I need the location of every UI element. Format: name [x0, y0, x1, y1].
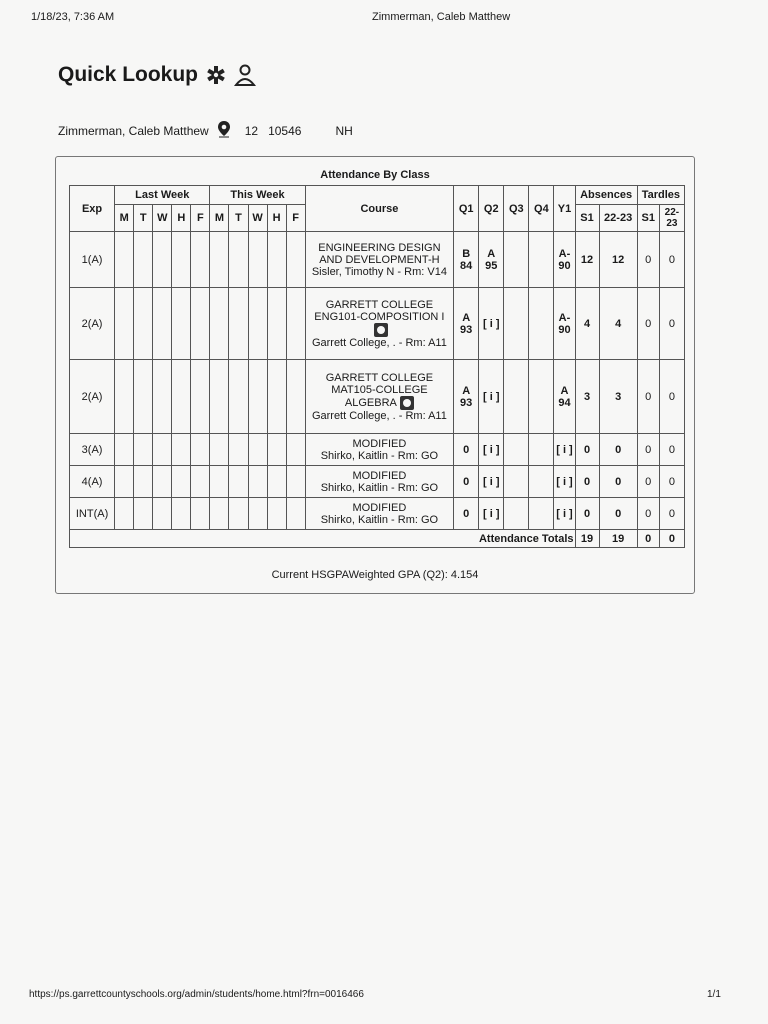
- absences-s1[interactable]: 3: [575, 360, 599, 434]
- course-name-link[interactable]: MODIFIED: [352, 469, 407, 482]
- col-q3: Q3: [504, 186, 529, 232]
- col-exp[interactable]: Exp: [70, 186, 115, 232]
- day-cell[interactable]: [210, 360, 229, 434]
- total-tar-year[interactable]: 0: [659, 530, 684, 548]
- grade-q3[interactable]: [504, 232, 529, 288]
- day-cell[interactable]: [229, 498, 248, 530]
- teacher-room: Shirko, Kaitlin - Rm: GO: [320, 449, 439, 462]
- day-cell[interactable]: [210, 498, 229, 530]
- day-cell[interactable]: [248, 498, 267, 530]
- tardies-year[interactable]: 0: [659, 360, 684, 434]
- day-cell[interactable]: [229, 466, 248, 498]
- section-info-icon[interactable]: [400, 396, 414, 410]
- day-cell[interactable]: [229, 232, 248, 288]
- course-name-link[interactable]: MODIFIED: [352, 437, 407, 450]
- grade-y1[interactable]: [ i ]: [554, 498, 575, 530]
- day-cell[interactable]: [115, 288, 134, 360]
- day-cell[interactable]: [134, 360, 153, 434]
- exp-cell: 1(A): [70, 232, 115, 288]
- exp-cell: 2(A): [70, 288, 115, 360]
- grade-q1[interactable]: A 93: [454, 288, 479, 360]
- day-cell[interactable]: [153, 288, 172, 360]
- absences-year[interactable]: 0: [599, 434, 637, 466]
- student-id: 10546: [268, 123, 302, 138]
- day-cell[interactable]: [191, 498, 210, 530]
- day-header: T: [134, 205, 153, 232]
- attendance-title: Attendance By Class: [320, 169, 430, 181]
- day-cell[interactable]: [172, 434, 191, 466]
- grade-q1[interactable]: 0: [454, 498, 479, 530]
- grade-q2[interactable]: [ i ]: [479, 288, 504, 360]
- grade-q1[interactable]: A 93: [454, 360, 479, 434]
- day-cell[interactable]: [115, 360, 134, 434]
- day-cell[interactable]: [172, 498, 191, 530]
- day-cell[interactable]: [248, 232, 267, 288]
- day-cell[interactable]: [210, 232, 229, 288]
- day-cell[interactable]: [191, 466, 210, 498]
- grade-y1[interactable]: A 94: [554, 360, 575, 434]
- student-info: [58, 120, 353, 141]
- grade-q4[interactable]: [529, 232, 554, 288]
- tardies-year[interactable]: 0: [659, 434, 684, 466]
- grade-q1[interactable]: 0: [454, 434, 479, 466]
- teacher-room: Garrett College, . - Rm: A11: [311, 336, 447, 349]
- grade-q1[interactable]: B 84: [454, 232, 479, 288]
- grade-q2[interactable]: [ i ]: [479, 434, 504, 466]
- col-y1: Y1: [554, 186, 575, 232]
- col-q2: Q2: [479, 186, 504, 232]
- day-cell[interactable]: [172, 288, 191, 360]
- day-cell[interactable]: [191, 434, 210, 466]
- day-cell[interactable]: [286, 232, 305, 288]
- exp-cell: 4(A): [70, 466, 115, 498]
- day-cell[interactable]: [153, 232, 172, 288]
- day-cell[interactable]: [286, 434, 305, 466]
- course-cell: [305, 360, 453, 434]
- col-last-week: Last Week: [115, 186, 210, 205]
- day-header: H: [267, 205, 286, 232]
- course-name-link[interactable]: GARRETT COLLEGE ENG101-COMPOSITION I: [314, 298, 445, 323]
- exp-cell: 3(A): [70, 434, 115, 466]
- day-header: F: [191, 205, 210, 232]
- day-cell[interactable]: [153, 498, 172, 530]
- grade-q2[interactable]: [ i ]: [479, 360, 504, 434]
- teacher-room: Shirko, Kaitlin - Rm: GO: [320, 513, 439, 526]
- day-cell[interactable]: [191, 232, 210, 288]
- day-cell[interactable]: [191, 288, 210, 360]
- medical-alert-icon[interactable]: [206, 65, 226, 85]
- teacher-room: Garrett College, . - Rm: A11: [311, 409, 447, 422]
- tardies-year[interactable]: 0: [659, 232, 684, 288]
- tardies-s1[interactable]: 0: [637, 288, 659, 360]
- day-cell[interactable]: [286, 466, 305, 498]
- page-header: [58, 63, 256, 87]
- grade-q3[interactable]: [504, 288, 529, 360]
- table-row: [70, 288, 685, 360]
- grade-q4[interactable]: [529, 360, 554, 434]
- tardies-year[interactable]: 0: [659, 498, 684, 530]
- day-cell[interactable]: [267, 360, 286, 434]
- grade-y1[interactable]: [ i ]: [554, 466, 575, 498]
- table-row: [70, 360, 685, 434]
- grade-q4[interactable]: [529, 434, 554, 466]
- total-abs-year[interactable]: 19: [599, 530, 637, 548]
- grade-q4[interactable]: [529, 498, 554, 530]
- day-cell[interactable]: [248, 434, 267, 466]
- footer-url: https://ps.garrettcountyschools.org/admin/students/home.html?frn=0016466: [29, 989, 364, 1000]
- course-name-link[interactable]: GARRETT COLLEGE MAT105-COLLEGE ALGEBRA: [325, 371, 434, 409]
- absences-year[interactable]: 4: [599, 288, 637, 360]
- teacher-room: Sisler, Timothy N - Rm: V14: [311, 265, 447, 278]
- table-row: [70, 498, 685, 530]
- day-cell[interactable]: [153, 466, 172, 498]
- totals-label: Attendance Totals: [70, 530, 576, 548]
- day-cell[interactable]: [134, 466, 153, 498]
- tardies-s1[interactable]: 0: [637, 360, 659, 434]
- student-grade: 12: [244, 123, 259, 138]
- absences-s1[interactable]: 4: [575, 288, 599, 360]
- grade-q2[interactable]: [ i ]: [479, 466, 504, 498]
- day-cell[interactable]: [172, 232, 191, 288]
- tardies-year[interactable]: 0: [659, 288, 684, 360]
- attendance-panel: [55, 156, 695, 594]
- day-cell[interactable]: [248, 288, 267, 360]
- day-cell[interactable]: [286, 360, 305, 434]
- day-cell[interactable]: [267, 434, 286, 466]
- day-cell[interactable]: [134, 288, 153, 360]
- exp-cell: INT(A): [70, 498, 115, 530]
- absences-s1[interactable]: 0: [575, 466, 599, 498]
- grade-y1[interactable]: A- 90: [554, 232, 575, 288]
- day-cell[interactable]: [115, 232, 134, 288]
- grade-y1[interactable]: A- 90: [554, 288, 575, 360]
- day-header: W: [248, 205, 267, 232]
- table-row: [70, 434, 685, 466]
- col-course[interactable]: Course: [305, 186, 453, 232]
- section-info-icon[interactable]: [374, 323, 388, 337]
- table-row: [70, 466, 685, 498]
- day-header: W: [153, 205, 172, 232]
- footer-page-number: 1/1: [707, 989, 721, 1000]
- day-cell[interactable]: [134, 498, 153, 530]
- student-name: Zimmerman, Caleb Matthew: [58, 123, 209, 138]
- exp-cell: 2(A): [70, 360, 115, 434]
- tardies-s1[interactable]: 0: [637, 434, 659, 466]
- day-cell[interactable]: [267, 288, 286, 360]
- day-cell[interactable]: [286, 288, 305, 360]
- total-abs-s1[interactable]: 19: [575, 530, 599, 548]
- day-cell[interactable]: [248, 360, 267, 434]
- print-datetime: 1/18/23, 7:36 AM: [31, 11, 115, 23]
- day-cell[interactable]: [153, 360, 172, 434]
- day-cell[interactable]: [210, 288, 229, 360]
- day-cell[interactable]: [267, 466, 286, 498]
- day-cell[interactable]: [229, 434, 248, 466]
- day-header: F: [286, 205, 305, 232]
- student-person-icon[interactable]: [234, 64, 256, 86]
- grade-q3[interactable]: [504, 498, 529, 530]
- table-row: [70, 232, 685, 288]
- col-absences: Absences: [575, 186, 637, 205]
- absences-s1[interactable]: 0: [575, 498, 599, 530]
- day-cell[interactable]: [172, 360, 191, 434]
- absences-s1[interactable]: 12: [575, 232, 599, 288]
- map-pin-icon[interactable]: [217, 120, 231, 141]
- grade-q3[interactable]: [504, 434, 529, 466]
- col-tar-s1: S1: [637, 205, 659, 232]
- grade-q3[interactable]: [504, 360, 529, 434]
- day-cell[interactable]: [229, 288, 248, 360]
- day-cell[interactable]: [248, 466, 267, 498]
- day-cell[interactable]: [115, 498, 134, 530]
- day-header: M: [210, 205, 229, 232]
- absences-year[interactable]: 0: [599, 466, 637, 498]
- col-tar-year: 22-23: [659, 205, 684, 232]
- day-cell[interactable]: [172, 466, 191, 498]
- course-cell: [305, 434, 453, 466]
- absences-year[interactable]: 12: [599, 232, 637, 288]
- tardies-s1[interactable]: 0: [637, 232, 659, 288]
- day-header: H: [172, 205, 191, 232]
- grade-q2[interactable]: [ i ]: [479, 498, 504, 530]
- day-cell[interactable]: [267, 498, 286, 530]
- day-cell[interactable]: [191, 360, 210, 434]
- day-cell[interactable]: [210, 466, 229, 498]
- day-cell[interactable]: [115, 466, 134, 498]
- course-cell: [305, 232, 453, 288]
- col-tardies: Tardles: [637, 186, 684, 205]
- grade-q1[interactable]: 0: [454, 466, 479, 498]
- tardies-year[interactable]: 0: [659, 466, 684, 498]
- day-header: T: [229, 205, 248, 232]
- grade-y1[interactable]: [ i ]: [554, 434, 575, 466]
- day-header: M: [115, 205, 134, 232]
- gpa-text: Current HSGPAWeighted GPA (Q2): 4.154: [271, 569, 479, 581]
- grade-q4[interactable]: [529, 288, 554, 360]
- day-cell[interactable]: [153, 434, 172, 466]
- col-abs-year: 22-23: [599, 205, 637, 232]
- grade-q3[interactable]: [504, 466, 529, 498]
- absences-s1[interactable]: 0: [575, 434, 599, 466]
- day-cell[interactable]: [115, 434, 134, 466]
- day-cell[interactable]: [134, 232, 153, 288]
- absences-year[interactable]: 0: [599, 498, 637, 530]
- day-cell[interactable]: [267, 232, 286, 288]
- day-cell[interactable]: [210, 434, 229, 466]
- total-tar-s1[interactable]: 0: [637, 530, 659, 548]
- col-q4: Q4: [529, 186, 554, 232]
- col-this-week: This Week: [210, 186, 305, 205]
- grade-q4[interactable]: [529, 466, 554, 498]
- print-title: Zimmerman, Caleb Matthew: [372, 11, 511, 23]
- course-cell: [305, 498, 453, 530]
- col-q1: Q1: [454, 186, 479, 232]
- student-school: NH: [335, 123, 353, 138]
- attendance-table: [69, 185, 685, 548]
- day-cell[interactable]: [286, 498, 305, 530]
- course-name-link[interactable]: ENGINEERING DESIGN AND DEVELOPMENT-H: [318, 241, 441, 266]
- day-cell[interactable]: [229, 360, 248, 434]
- absences-year[interactable]: 3: [599, 360, 637, 434]
- course-name-link[interactable]: MODIFIED: [352, 501, 407, 514]
- col-abs-s1: S1: [575, 205, 599, 232]
- tardies-s1[interactable]: 0: [637, 466, 659, 498]
- tardies-s1[interactable]: 0: [637, 498, 659, 530]
- teacher-room: Shirko, Kaitlin - Rm: GO: [320, 481, 439, 494]
- grade-q2[interactable]: A 95: [479, 232, 504, 288]
- day-cell[interactable]: [134, 434, 153, 466]
- page-title: Quick Lookup: [58, 63, 199, 86]
- course-cell: [305, 466, 453, 498]
- course-cell: [305, 288, 453, 360]
